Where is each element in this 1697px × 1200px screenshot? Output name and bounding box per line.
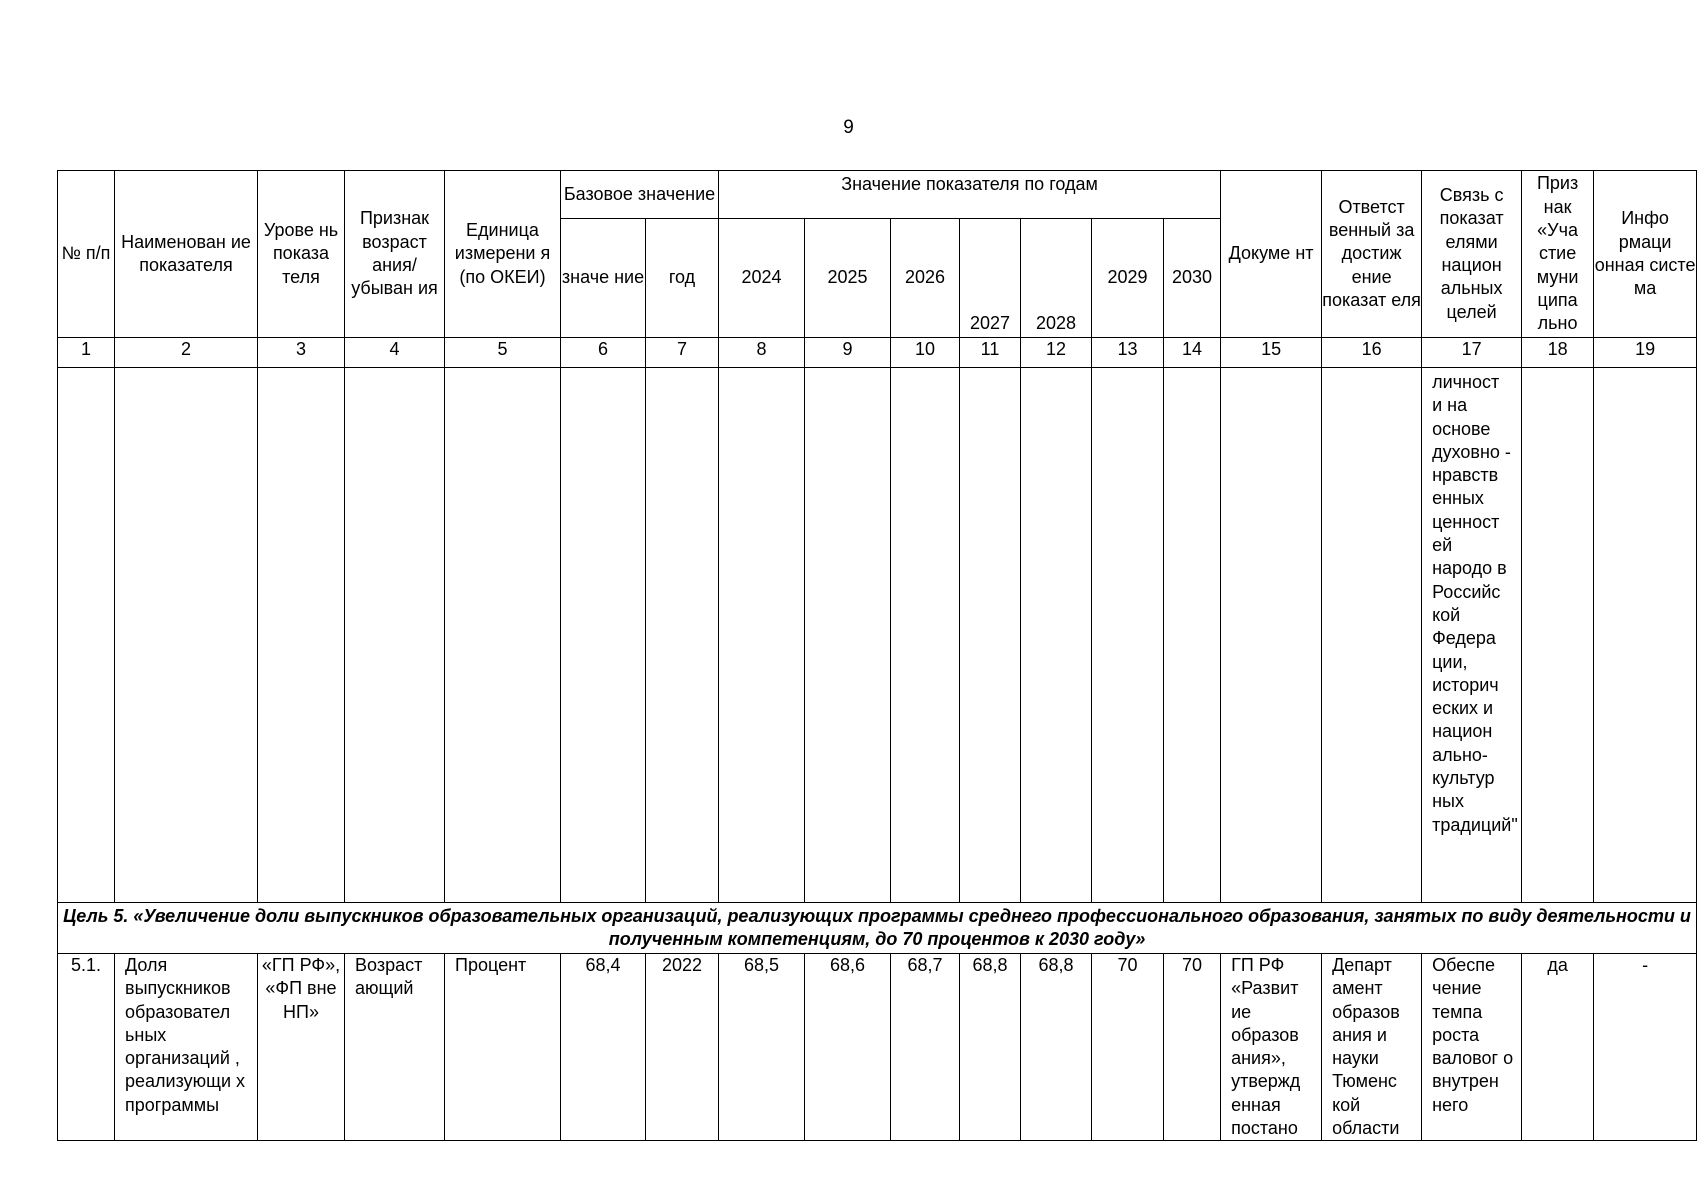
header-info-system: Инфо рмаци онная систе ма	[1594, 171, 1697, 338]
column-number: 9	[805, 338, 891, 368]
continuation-cell	[345, 368, 445, 903]
continuation-cell	[561, 368, 646, 903]
row-sign: Возраст ающий	[345, 954, 445, 1141]
header-sign: Признак возраст ания/ убыван ия	[345, 171, 445, 338]
column-number: 13	[1092, 338, 1164, 368]
column-number: 12	[1021, 338, 1092, 368]
goal-title: Цель 5. «Увеличение доли выпускников образовательных организаций, реализующих программы среднего профессионального образования, занятых по виду деятельности и полученным компетенциям, до 70 процентов к 2030 году»	[58, 903, 1697, 954]
header-year-2030: 2030	[1164, 219, 1221, 338]
column-number: 5	[445, 338, 561, 368]
continuation-cell	[1221, 368, 1322, 903]
goal-row	[58, 903, 1697, 954]
header-base-value: значе ние	[561, 219, 646, 338]
column-number: 11	[960, 338, 1021, 368]
header-base-group: Базовое значение	[561, 171, 719, 219]
header-unit: Единица измерени я (по ОКЕИ)	[445, 171, 561, 338]
column-number: 15	[1221, 338, 1322, 368]
row-national-goals: Обеспе чение темпа роста валовог о внутрен него	[1422, 954, 1522, 1141]
row-value-2029: 70	[1092, 954, 1164, 1141]
row-document: ГП РФ «Развит ие образов ания», утвержд енная постано	[1221, 954, 1322, 1141]
row-info-system: -	[1594, 954, 1697, 1141]
column-number: 18	[1522, 338, 1594, 368]
row-value-2030: 70	[1164, 954, 1221, 1141]
page-number: 9	[843, 117, 854, 138]
row-value-2025: 68,6	[805, 954, 891, 1141]
row-value-2028: 68,8	[1021, 954, 1092, 1141]
column-number: 10	[891, 338, 960, 368]
row-value-2027: 68,8	[960, 954, 1021, 1141]
indicator-row	[58, 954, 1697, 1141]
header-no: № п/п	[58, 171, 115, 338]
row-value-2026: 68,7	[891, 954, 960, 1141]
continuation-cell	[891, 368, 960, 903]
header-national-goals: Связь с показат елями национ альных целей	[1422, 171, 1522, 338]
continuation-cell	[719, 368, 805, 903]
column-number: 1	[58, 338, 115, 368]
continuation-cell	[1594, 368, 1697, 903]
header-level: Урове нь показа теля	[258, 171, 345, 338]
continuation-national-goals-text: личност и на основе духовно - нравств енных ценност ей народо в Российс кой Федера ции, историч еских и национ ально- культур ных традиций"	[1422, 368, 1522, 903]
header-years-group: Значение показателя по годам	[719, 171, 1221, 219]
row-base-value: 68,4	[561, 954, 646, 1141]
continuation-row	[58, 368, 1697, 903]
row-value-2024: 68,5	[719, 954, 805, 1141]
column-number: 2	[115, 338, 258, 368]
header-year-2028: 2028	[1021, 219, 1092, 338]
column-number: 16	[1322, 338, 1422, 368]
header-municipal: Приз нак «Уча стие муни ципа льно	[1522, 171, 1594, 338]
column-number: 14	[1164, 338, 1221, 368]
row-level: «ГП РФ», «ФП вне НП»	[258, 954, 345, 1141]
row-name: Доля выпускников образовател ьных организаций , реализующи х программы	[115, 954, 258, 1141]
header-year-2026: 2026	[891, 219, 960, 338]
header-year-2027: 2027	[960, 219, 1021, 338]
header-row-1	[58, 171, 1697, 219]
continuation-cell	[805, 368, 891, 903]
continuation-cell	[115, 368, 258, 903]
column-number: 6	[561, 338, 646, 368]
continuation-cell	[1092, 368, 1164, 903]
column-number: 8	[719, 338, 805, 368]
row-municipal: да	[1522, 954, 1594, 1141]
continuation-cell	[646, 368, 719, 903]
continuation-cell	[1522, 368, 1594, 903]
row-number: 5.1.	[58, 954, 115, 1141]
header-name: Наименован ие показателя	[115, 171, 258, 338]
continuation-cell	[1164, 368, 1221, 903]
row-responsible: Департ амент образов ания и науки Тюменс кой области	[1322, 954, 1422, 1141]
indicators-table	[57, 170, 1697, 1141]
header-base-year: год	[646, 219, 719, 338]
row-base-year: 2022	[646, 954, 719, 1141]
header-year-2025: 2025	[805, 219, 891, 338]
continuation-cell	[258, 368, 345, 903]
header-responsible: Ответст венный за достиж ение показат еля	[1322, 171, 1422, 338]
continuation-cell	[445, 368, 561, 903]
row-unit: Процент	[445, 954, 561, 1141]
header-document: Докуме нт	[1221, 171, 1322, 338]
column-numbers-row	[58, 338, 1697, 368]
column-number: 19	[1594, 338, 1697, 368]
column-number: 4	[345, 338, 445, 368]
header-year-2024: 2024	[719, 219, 805, 338]
column-number: 3	[258, 338, 345, 368]
column-number: 7	[646, 338, 719, 368]
column-number: 17	[1422, 338, 1522, 368]
header-year-2029: 2029	[1092, 219, 1164, 338]
continuation-cell	[1322, 368, 1422, 903]
continuation-cell	[58, 368, 115, 903]
continuation-cell	[960, 368, 1021, 903]
continuation-cell	[1021, 368, 1092, 903]
